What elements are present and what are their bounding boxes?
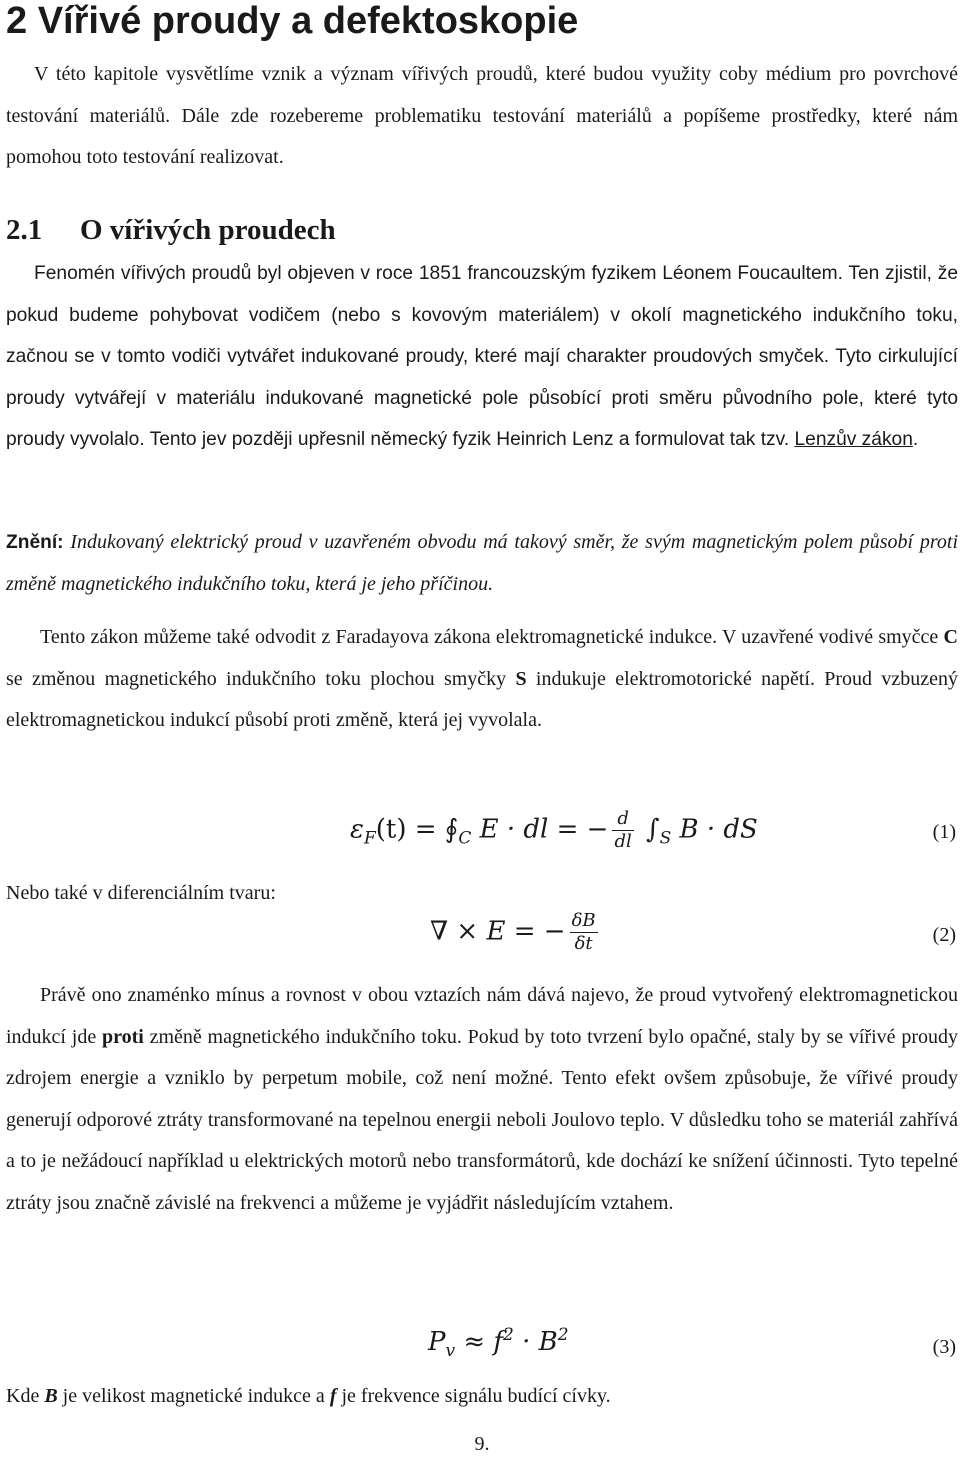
section-heading	[6, 210, 336, 250]
fraction-denominator: dl	[614, 831, 632, 852]
equation-3-number: (3)	[932, 1336, 956, 1358]
equation-1-contour-integral: (t) = ∮	[375, 814, 459, 845]
final-a: Kde	[6, 1385, 45, 1407]
equation-3-frequency: ≈ f	[455, 1327, 504, 1357]
fraction-numerator: δB	[571, 910, 596, 931]
law-statement	[6, 522, 958, 605]
paragraph-2-a: Tento zákon můžeme také odvodit z Faradayova zákona elektromagnetické indukce. V uzavřené vodivé smyčce	[40, 626, 944, 648]
paragraph-3-emphasis: proti	[101, 1025, 144, 1048]
symbol-f: f	[329, 1385, 337, 1407]
equation-2	[430, 910, 602, 955]
section-number: 2.1	[6, 214, 43, 246]
paragraph-2-b: se změnou magnetického indukčního toku plochou smyčky	[6, 667, 516, 690]
law-label: Znění:	[6, 532, 64, 553]
equation-1-tail: B · dS	[671, 814, 758, 845]
section-paragraph-2	[6, 617, 958, 742]
paragraph-2-d: indukuje elektromotorické napětí. Proud vzbuzený elektromagnetickou indukcí působí proti změně, která jej vyvolala.	[6, 667, 958, 731]
frequency-exponent: 2	[503, 1325, 514, 1345]
surface-symbol-s: S	[515, 667, 527, 690]
differential-form-label: Nebo také v diferenciálním tvaru:	[6, 882, 276, 904]
paragraph-3-a: Právě ono znaménko mínus a rovnost v obou vztazích nám dává najevo, že proud vytvořený elektromagnetickou indukcí jde	[6, 984, 958, 1048]
surface-subscript: S	[659, 828, 672, 849]
section-paragraph-3	[6, 975, 958, 1224]
final-b: je velikost magnetické indukce a	[57, 1385, 330, 1407]
lenz-law-link[interactable]: Lenzův zákon	[794, 429, 913, 450]
contour-subscript: C	[458, 828, 472, 849]
section-title: O vířivých proudech	[80, 214, 336, 246]
equation-2-lhs: ∇ × E = −	[430, 916, 566, 947]
surface-integral-sign: ∫	[637, 814, 660, 845]
paragraph-1-end: .	[912, 429, 919, 450]
paragraph-3-b: změně magnetického indukčního toku. Pokud by toto tvrzení bylo opačné, staly by se vířivé proudy zdrojem energie a vzniklo by perpetum mobile, což není možné. Tento efekt ovšem způsobuje, že vířivé proudy generují odporové ztráty transformované na tepelnou energii neboli Joulovo teplo. V důsledku toho se materiál zahřívá a to je nežádoucí například u elektrických motorů nebo transformátorů, kde dochází ke snížení účinnosti. Tyto tepelné ztráty jsou značně závislé na frekvenci a můžeme je vyjádřit následujícím vztahem.	[6, 1025, 958, 1214]
induction-exponent: 2	[557, 1325, 569, 1345]
fraction-denominator: δt	[574, 933, 593, 954]
equation-1-body: E · dl = −	[471, 814, 609, 845]
paragraph-1-body: Ten zjistil, že pokud budeme pohybovat vodičem (nebo s kovovým materiálem) v okolí magnetického indukčního toku, začnou se v tomto vodiči vytvářet indukované proudy, které mají charakter proudových smyček. Tyto cirkulující proudy vytvářejí v materiálu indukované magnetické pole působící proti směru původního pole, které tyto proudy vyvolalo. Tento jev později upřesnil německý fyzik Heinrich Lenz a formulovat tak tzv.	[6, 263, 958, 450]
power-symbol: P	[428, 1327, 446, 1357]
equation-1-fraction	[612, 808, 633, 853]
page-number: 9.	[474, 1433, 490, 1455]
emf-symbol: ε	[350, 814, 364, 845]
equation-3-induction: · B	[513, 1327, 558, 1357]
equation-2-fraction	[570, 910, 598, 955]
final-c: je frekvence signálu budící cívky.	[336, 1385, 611, 1407]
loop-symbol-c: C	[943, 626, 958, 648]
power-subscript: v	[445, 1341, 456, 1361]
chapter-title: 2 Vířivé proudy a defektoskopie	[6, 0, 579, 42]
equation-1-number: (1)	[932, 821, 956, 843]
equation-1	[350, 808, 758, 853]
equation-3	[428, 1325, 569, 1361]
fraction-numerator: d	[612, 808, 633, 831]
section-paragraph-1	[6, 253, 958, 461]
paragraph-1-start: Fenomén vířivých proudů byl objeven v roce 1851 francouzským fyzikem Léonem Foucaultem.	[34, 263, 843, 284]
law-text: Indukovaný elektrický proud v uzavřeném obvodu má takový směr, že svým magnetickým polem působí proti změně magnetického indukčního toku, která je jeho příčinou.	[6, 531, 958, 595]
symbol-b: B	[44, 1385, 58, 1407]
chapter-intro: V této kapitole vysvětlíme vznik a význam vířivých proudů, které budou využity coby médium pro povrchové testování materiálů. Dále zde rozebereme problematiku testování materiálů a popíšeme prostředky, které nám pomohou toto testování realizovat.	[6, 63, 958, 168]
emf-subscript: F	[363, 828, 376, 849]
equation-2-number: (2)	[932, 924, 956, 946]
final-sentence	[6, 1383, 611, 1409]
